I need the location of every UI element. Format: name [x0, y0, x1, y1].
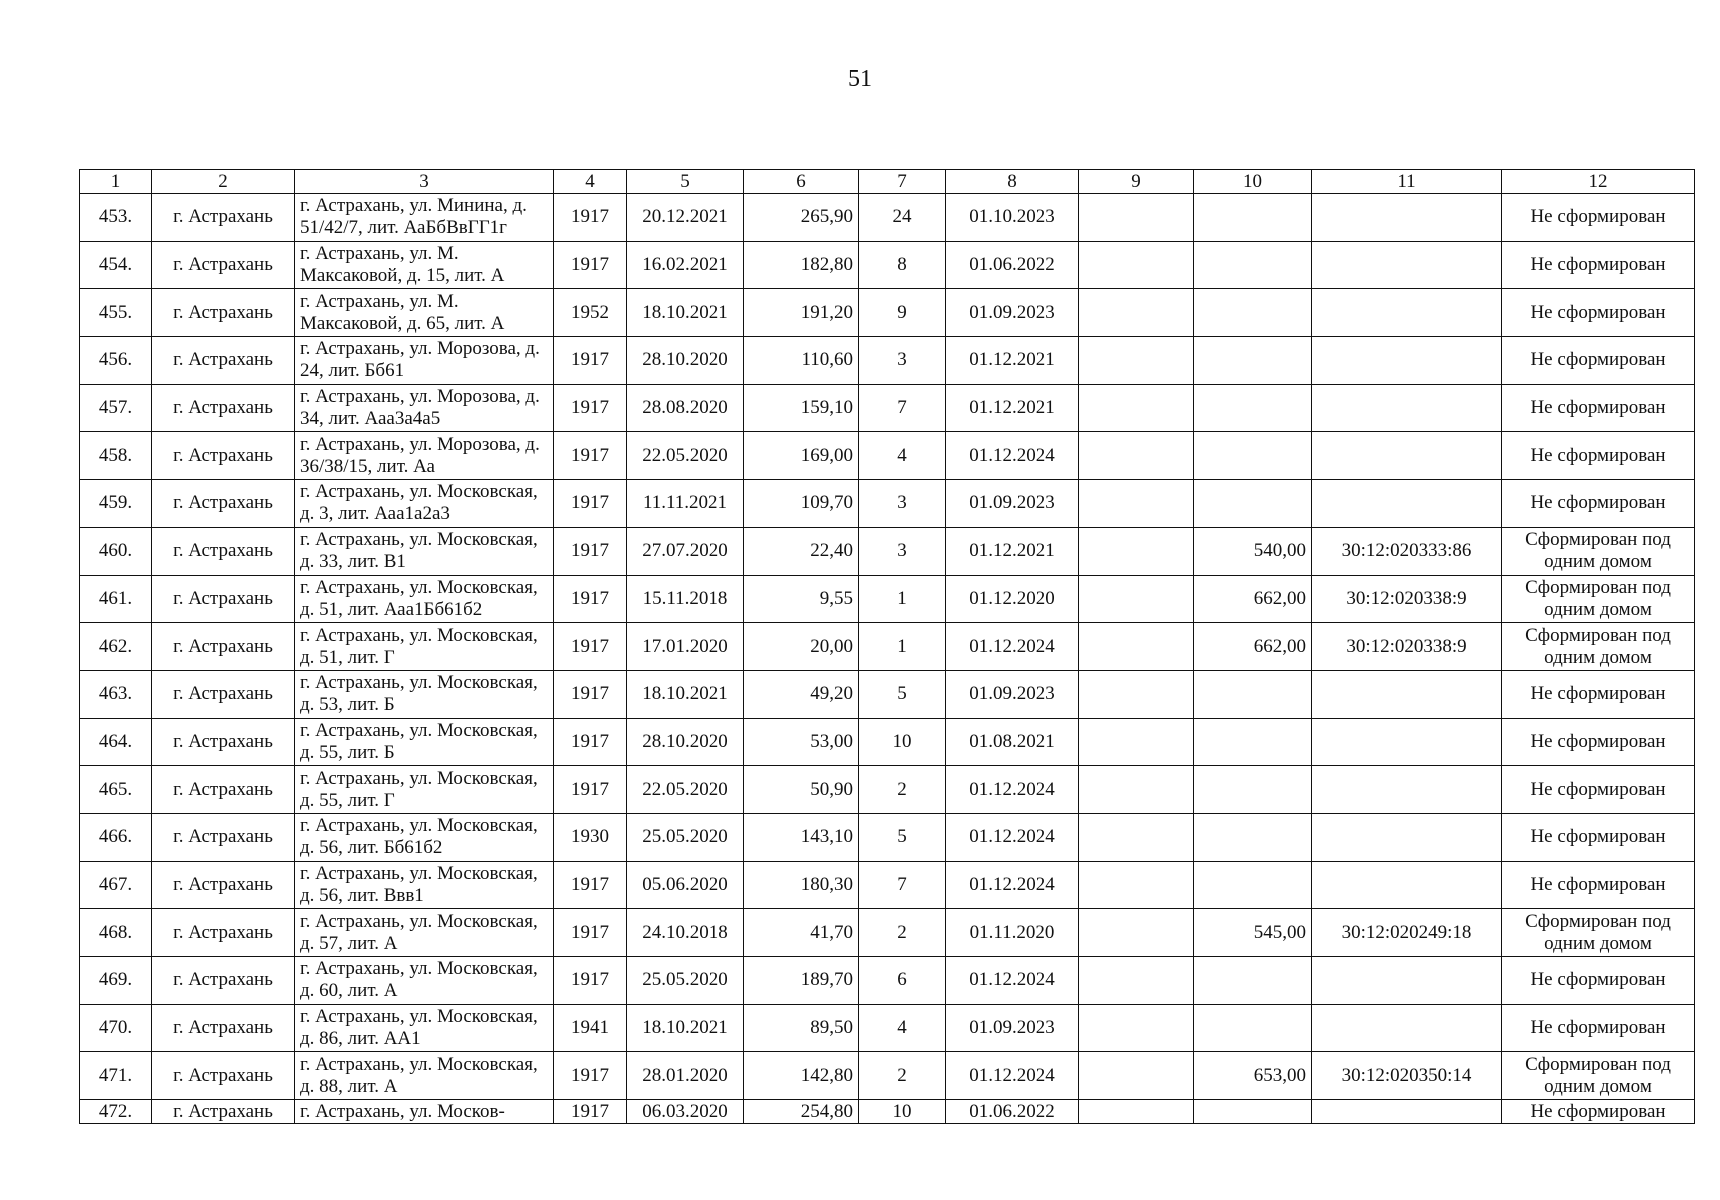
status-cell: Не сформирован [1502, 957, 1695, 1005]
year-cell: 1917 [554, 670, 627, 718]
date-cell: 18.10.2021 [627, 289, 744, 337]
plan-date-cell: 01.12.2024 [946, 957, 1079, 1005]
column-9-cell [1079, 670, 1194, 718]
area-cell: 50,90 [744, 766, 859, 814]
city-cell: г. Астрахань [152, 527, 295, 575]
date-cell: 25.05.2020 [627, 957, 744, 1005]
cadastral-number-cell [1312, 1100, 1502, 1124]
row-number: 463. [80, 670, 152, 718]
status-cell: Не сформирован [1502, 432, 1695, 480]
count-cell: 7 [859, 861, 946, 909]
date-cell: 18.10.2021 [627, 1004, 744, 1052]
count-cell: 24 [859, 194, 946, 242]
table-row [80, 289, 1695, 337]
year-cell: 1952 [554, 289, 627, 337]
count-cell: 6 [859, 957, 946, 1005]
plan-date-cell: 01.12.2024 [946, 766, 1079, 814]
table-row [80, 575, 1695, 623]
city-cell: г. Астрахань [152, 766, 295, 814]
cadastral-number-cell: 30:12:020350:14 [1312, 1052, 1502, 1100]
table-row [80, 1004, 1695, 1052]
status-cell: Не сформирован [1502, 194, 1695, 242]
land-area-cell [1194, 241, 1312, 289]
address-cell: г. Астрахань, ул. М. Максаковой, д. 65, лит. А [295, 289, 554, 337]
plan-date-cell: 01.12.2024 [946, 432, 1079, 480]
year-cell: 1917 [554, 1100, 627, 1124]
column-9-cell [1079, 718, 1194, 766]
area-cell: 22,40 [744, 527, 859, 575]
plan-date-cell: 01.09.2023 [946, 670, 1079, 718]
plan-date-cell: 01.12.2024 [946, 861, 1079, 909]
date-cell: 24.10.2018 [627, 909, 744, 957]
date-cell: 05.06.2020 [627, 861, 744, 909]
column-header-5: 5 [627, 170, 744, 194]
row-number: 458. [80, 432, 152, 480]
count-cell: 4 [859, 1004, 946, 1052]
land-area-cell [1194, 718, 1312, 766]
area-cell: 169,00 [744, 432, 859, 480]
table-header [80, 170, 1695, 194]
date-cell: 20.12.2021 [627, 194, 744, 242]
address-cell: г. Астрахань, ул. Морозова, д. 36/38/15, лит. Аа [295, 432, 554, 480]
area-cell: 49,20 [744, 670, 859, 718]
address-cell: г. Астрахань, ул. Морозова, д. 34, лит. Ааа3а4а5 [295, 384, 554, 432]
year-cell: 1941 [554, 1004, 627, 1052]
year-cell: 1917 [554, 718, 627, 766]
row-number: 471. [80, 1052, 152, 1100]
area-cell: 180,30 [744, 861, 859, 909]
address-cell: г. Астрахань, ул. Московская, д. 33, лит. В1 [295, 527, 554, 575]
table-body [80, 194, 1695, 1124]
table-row [80, 194, 1695, 242]
table-row [80, 670, 1695, 718]
cadastral-number-cell [1312, 194, 1502, 242]
row-number: 462. [80, 623, 152, 671]
table-row [80, 241, 1695, 289]
column-9-cell [1079, 289, 1194, 337]
table-row [80, 718, 1695, 766]
cadastral-number-cell [1312, 432, 1502, 480]
city-cell: г. Астрахань [152, 575, 295, 623]
column-9-cell [1079, 813, 1194, 861]
year-cell: 1917 [554, 766, 627, 814]
area-cell: 191,20 [744, 289, 859, 337]
cadastral-number-cell: 30:12:020249:18 [1312, 909, 1502, 957]
column-header-10: 10 [1194, 170, 1312, 194]
area-cell: 159,10 [744, 384, 859, 432]
row-number: 457. [80, 384, 152, 432]
column-9-cell [1079, 384, 1194, 432]
city-cell: г. Астрахань [152, 241, 295, 289]
area-cell: 9,55 [744, 575, 859, 623]
count-cell: 8 [859, 241, 946, 289]
count-cell: 2 [859, 766, 946, 814]
area-cell: 143,10 [744, 813, 859, 861]
city-cell: г. Астрахань [152, 384, 295, 432]
status-cell: Сформирован под одним домом [1502, 909, 1695, 957]
city-cell: г. Астрахань [152, 1052, 295, 1100]
land-area-cell: 653,00 [1194, 1052, 1312, 1100]
status-cell: Не сформирован [1502, 670, 1695, 718]
count-cell: 4 [859, 432, 946, 480]
area-cell: 109,70 [744, 480, 859, 528]
table-row [80, 766, 1695, 814]
date-cell: 22.05.2020 [627, 766, 744, 814]
count-cell: 3 [859, 480, 946, 528]
land-area-cell [1194, 813, 1312, 861]
date-cell: 28.08.2020 [627, 384, 744, 432]
row-number: 455. [80, 289, 152, 337]
land-area-cell [1194, 384, 1312, 432]
column-9-cell [1079, 909, 1194, 957]
row-number: 466. [80, 813, 152, 861]
year-cell: 1917 [554, 337, 627, 385]
date-cell: 18.10.2021 [627, 670, 744, 718]
area-cell: 20,00 [744, 623, 859, 671]
cadastral-number-cell [1312, 670, 1502, 718]
land-area-cell: 662,00 [1194, 623, 1312, 671]
row-number: 465. [80, 766, 152, 814]
cadastral-number-cell [1312, 337, 1502, 385]
status-cell: Не сформирован [1502, 384, 1695, 432]
column-9-cell [1079, 241, 1194, 289]
area-cell: 189,70 [744, 957, 859, 1005]
cadastral-number-cell [1312, 861, 1502, 909]
plan-date-cell: 01.08.2021 [946, 718, 1079, 766]
date-cell: 06.03.2020 [627, 1100, 744, 1124]
land-area-cell: 545,00 [1194, 909, 1312, 957]
table-row [80, 1052, 1695, 1100]
date-cell: 28.01.2020 [627, 1052, 744, 1100]
cadastral-number-cell [1312, 384, 1502, 432]
count-cell: 9 [859, 289, 946, 337]
page-number: 51 [848, 66, 872, 92]
count-cell: 2 [859, 1052, 946, 1100]
row-number: 469. [80, 957, 152, 1005]
column-header-7: 7 [859, 170, 946, 194]
land-area-cell [1194, 194, 1312, 242]
land-area-cell [1194, 1004, 1312, 1052]
city-cell: г. Астрахань [152, 813, 295, 861]
table-row [80, 909, 1695, 957]
year-cell: 1917 [554, 909, 627, 957]
land-area-cell [1194, 1100, 1312, 1124]
column-header-11: 11 [1312, 170, 1502, 194]
land-area-cell [1194, 957, 1312, 1005]
land-area-cell [1194, 289, 1312, 337]
count-cell: 3 [859, 527, 946, 575]
cadastral-number-cell [1312, 289, 1502, 337]
column-9-cell [1079, 623, 1194, 671]
column-header-12: 12 [1502, 170, 1695, 194]
land-area-cell: 662,00 [1194, 575, 1312, 623]
column-header-4: 4 [554, 170, 627, 194]
date-cell: 17.01.2020 [627, 623, 744, 671]
row-number: 453. [80, 194, 152, 242]
address-cell: г. Астрахань, ул. Московская, д. 57, лит. А [295, 909, 554, 957]
column-9-cell [1079, 337, 1194, 385]
status-cell: Сформирован под одним домом [1502, 575, 1695, 623]
table-row [80, 1100, 1695, 1124]
year-cell: 1930 [554, 813, 627, 861]
column-9-cell [1079, 194, 1194, 242]
address-cell: г. Астрахань, ул. Московская, д. 55, лит. Г [295, 766, 554, 814]
row-number: 464. [80, 718, 152, 766]
address-cell: г. Астрахань, ул. Москов- [295, 1100, 554, 1124]
count-cell: 1 [859, 575, 946, 623]
table-row [80, 623, 1695, 671]
area-cell: 89,50 [744, 1004, 859, 1052]
plan-date-cell: 01.11.2020 [946, 909, 1079, 957]
column-9-cell [1079, 1004, 1194, 1052]
column-9-cell [1079, 527, 1194, 575]
city-cell: г. Астрахань [152, 432, 295, 480]
status-cell: Не сформирован [1502, 337, 1695, 385]
row-number: 460. [80, 527, 152, 575]
year-cell: 1917 [554, 527, 627, 575]
year-cell: 1917 [554, 480, 627, 528]
land-area-cell [1194, 337, 1312, 385]
land-area-cell [1194, 670, 1312, 718]
cadastral-number-cell [1312, 813, 1502, 861]
row-number: 456. [80, 337, 152, 385]
column-9-cell [1079, 861, 1194, 909]
plan-date-cell: 01.06.2022 [946, 241, 1079, 289]
address-cell: г. Астрахань, ул. Московская, д. 56, лит. Ввв1 [295, 861, 554, 909]
status-cell: Сформирован под одним домом [1502, 527, 1695, 575]
status-cell: Не сформирован [1502, 1004, 1695, 1052]
row-number: 467. [80, 861, 152, 909]
status-cell: Не сформирован [1502, 861, 1695, 909]
city-cell: г. Астрахань [152, 623, 295, 671]
row-number: 468. [80, 909, 152, 957]
row-number: 459. [80, 480, 152, 528]
year-cell: 1917 [554, 432, 627, 480]
address-cell: г. Астрахань, ул. Московская, д. 88, лит. А [295, 1052, 554, 1100]
address-cell: г. Астрахань, ул. Московская, д. 86, лит. АА1 [295, 1004, 554, 1052]
land-area-cell [1194, 480, 1312, 528]
count-cell: 10 [859, 718, 946, 766]
header-row [80, 170, 1695, 194]
count-cell: 10 [859, 1100, 946, 1124]
year-cell: 1917 [554, 384, 627, 432]
plan-date-cell: 01.12.2024 [946, 1052, 1079, 1100]
address-cell: г. Астрахань, ул. Московская, д. 51, лит. Ааа1Бб61б2 [295, 575, 554, 623]
city-cell: г. Астрахань [152, 909, 295, 957]
land-area-cell [1194, 861, 1312, 909]
cadastral-number-cell [1312, 241, 1502, 289]
housing-registry-table [79, 169, 1695, 1124]
city-cell: г. Астрахань [152, 337, 295, 385]
table-row [80, 432, 1695, 480]
count-cell: 7 [859, 384, 946, 432]
table-row [80, 813, 1695, 861]
cadastral-number-cell: 30:12:020338:9 [1312, 575, 1502, 623]
address-cell: г. Астрахань, ул. Московская, д. 60, лит. А [295, 957, 554, 1005]
column-header-6: 6 [744, 170, 859, 194]
cadastral-number-cell [1312, 480, 1502, 528]
plan-date-cell: 01.12.2021 [946, 337, 1079, 385]
city-cell: г. Астрахань [152, 670, 295, 718]
date-cell: 16.02.2021 [627, 241, 744, 289]
date-cell: 15.11.2018 [627, 575, 744, 623]
table-row [80, 337, 1695, 385]
area-cell: 254,80 [744, 1100, 859, 1124]
date-cell: 28.10.2020 [627, 337, 744, 385]
city-cell: г. Астрахань [152, 289, 295, 337]
plan-date-cell: 01.12.2021 [946, 384, 1079, 432]
city-cell: г. Астрахань [152, 1004, 295, 1052]
city-cell: г. Астрахань [152, 957, 295, 1005]
land-area-cell [1194, 432, 1312, 480]
cadastral-number-cell [1312, 957, 1502, 1005]
count-cell: 3 [859, 337, 946, 385]
date-cell: 11.11.2021 [627, 480, 744, 528]
date-cell: 22.05.2020 [627, 432, 744, 480]
address-cell: г. Астрахань, ул. Минина, д. 51/42/7, лит. АаБбВвГГ1г [295, 194, 554, 242]
plan-date-cell: 01.12.2020 [946, 575, 1079, 623]
column-9-cell [1079, 1100, 1194, 1124]
plan-date-cell: 01.12.2021 [946, 527, 1079, 575]
plan-date-cell: 01.06.2022 [946, 1100, 1079, 1124]
cadastral-number-cell [1312, 766, 1502, 814]
status-cell: Не сформирован [1502, 813, 1695, 861]
year-cell: 1917 [554, 241, 627, 289]
area-cell: 110,60 [744, 337, 859, 385]
city-cell: г. Астрахань [152, 861, 295, 909]
status-cell: Не сформирован [1502, 718, 1695, 766]
table-row [80, 384, 1695, 432]
column-header-3: 3 [295, 170, 554, 194]
status-cell: Сформирован под одним домом [1502, 623, 1695, 671]
address-cell: г. Астрахань, ул. Московская, д. 53, лит. Б [295, 670, 554, 718]
column-header-2: 2 [152, 170, 295, 194]
city-cell: г. Астрахань [152, 480, 295, 528]
area-cell: 265,90 [744, 194, 859, 242]
status-cell: Сформирован под одним домом [1502, 1052, 1695, 1100]
year-cell: 1917 [554, 1052, 627, 1100]
address-cell: г. Астрахань, ул. Московская, д. 51, лит. Г [295, 623, 554, 671]
city-cell: г. Астрахань [152, 194, 295, 242]
cadastral-number-cell: 30:12:020338:9 [1312, 623, 1502, 671]
column-9-cell [1079, 432, 1194, 480]
plan-date-cell: 01.09.2023 [946, 1004, 1079, 1052]
column-header-1: 1 [80, 170, 152, 194]
area-cell: 182,80 [744, 241, 859, 289]
table-row [80, 957, 1695, 1005]
status-cell: Не сформирован [1502, 1100, 1695, 1124]
plan-date-cell: 01.12.2024 [946, 623, 1079, 671]
address-cell: г. Астрахань, ул. Московская, д. 56, лит. Бб61б2 [295, 813, 554, 861]
land-area-cell: 540,00 [1194, 527, 1312, 575]
plan-date-cell: 01.09.2023 [946, 289, 1079, 337]
address-cell: г. Астрахань, ул. Московская, д. 3, лит. Ааа1а2а3 [295, 480, 554, 528]
area-cell: 41,70 [744, 909, 859, 957]
address-cell: г. Астрахань, ул. Морозова, д. 24, лит. Бб61 [295, 337, 554, 385]
count-cell: 2 [859, 909, 946, 957]
row-number: 470. [80, 1004, 152, 1052]
column-9-cell [1079, 957, 1194, 1005]
count-cell: 1 [859, 623, 946, 671]
cadastral-number-cell: 30:12:020333:86 [1312, 527, 1502, 575]
plan-date-cell: 01.12.2024 [946, 813, 1079, 861]
column-header-9: 9 [1079, 170, 1194, 194]
status-cell: Не сформирован [1502, 289, 1695, 337]
status-cell: Не сформирован [1502, 241, 1695, 289]
table-row [80, 527, 1695, 575]
city-cell: г. Астрахань [152, 1100, 295, 1124]
year-cell: 1917 [554, 861, 627, 909]
plan-date-cell: 01.10.2023 [946, 194, 1079, 242]
area-cell: 53,00 [744, 718, 859, 766]
table-row [80, 861, 1695, 909]
year-cell: 1917 [554, 194, 627, 242]
address-cell: г. Астрахань, ул. М. Максаковой, д. 15, лит. А [295, 241, 554, 289]
row-number: 454. [80, 241, 152, 289]
cadastral-number-cell [1312, 1004, 1502, 1052]
date-cell: 27.07.2020 [627, 527, 744, 575]
city-cell: г. Астрахань [152, 718, 295, 766]
date-cell: 25.05.2020 [627, 813, 744, 861]
cadastral-number-cell [1312, 718, 1502, 766]
column-9-cell [1079, 575, 1194, 623]
column-9-cell [1079, 766, 1194, 814]
column-9-cell [1079, 1052, 1194, 1100]
address-cell: г. Астрахань, ул. Московская, д. 55, лит. Б [295, 718, 554, 766]
row-number: 461. [80, 575, 152, 623]
status-cell: Не сформирован [1502, 480, 1695, 528]
status-cell: Не сформирован [1502, 766, 1695, 814]
table-row [80, 480, 1695, 528]
column-9-cell [1079, 480, 1194, 528]
plan-date-cell: 01.09.2023 [946, 480, 1079, 528]
column-header-8: 8 [946, 170, 1079, 194]
year-cell: 1917 [554, 957, 627, 1005]
land-area-cell [1194, 766, 1312, 814]
year-cell: 1917 [554, 623, 627, 671]
row-number: 472. [80, 1100, 152, 1124]
date-cell: 28.10.2020 [627, 718, 744, 766]
count-cell: 5 [859, 813, 946, 861]
year-cell: 1917 [554, 575, 627, 623]
count-cell: 5 [859, 670, 946, 718]
area-cell: 142,80 [744, 1052, 859, 1100]
